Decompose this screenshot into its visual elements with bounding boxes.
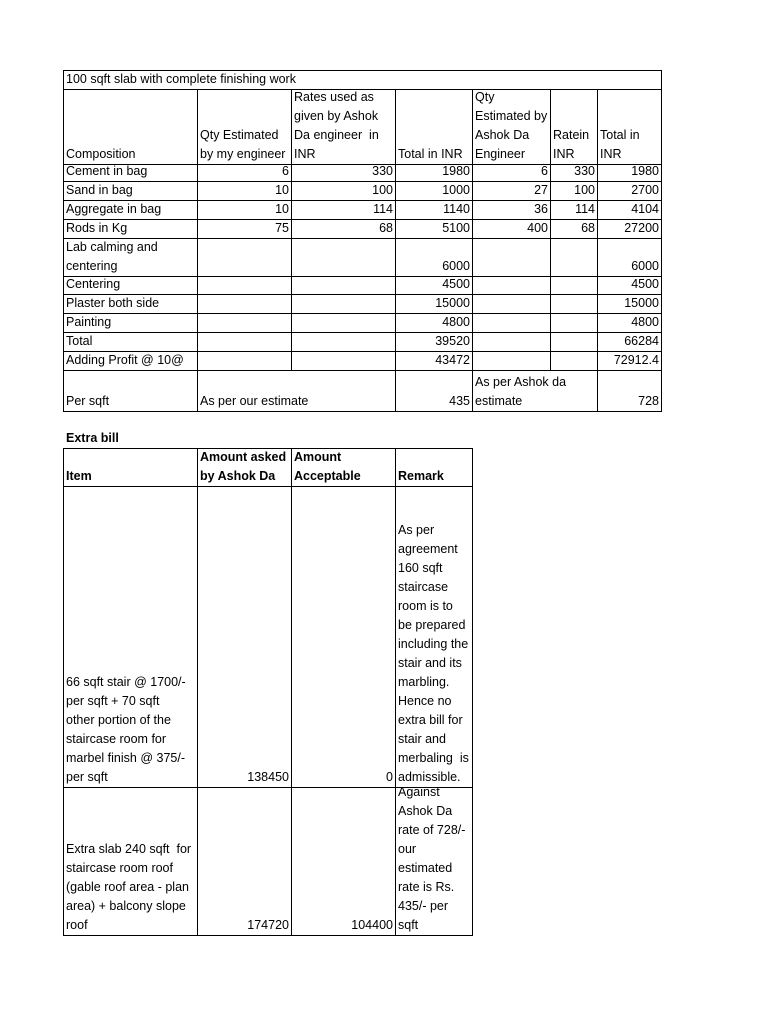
cell-text: Aggregate in bag [66, 202, 162, 216]
cell-text: Ashok Da [398, 804, 453, 818]
row-label [64, 201, 197, 219]
cell-text: As per Ashok da [475, 375, 567, 389]
cell-text: 66284 [624, 334, 659, 348]
cell-text: 10 [275, 202, 289, 216]
cell-text: 36 [534, 202, 548, 216]
grid-line [63, 411, 662, 412]
table-cell [292, 352, 395, 370]
cell-text: marbel finish @ 375/- [66, 751, 185, 765]
table-cell [598, 352, 661, 370]
column-header [396, 449, 472, 486]
cell-text: Lab calming and [66, 240, 158, 254]
cell-text: 15000 [624, 296, 659, 310]
cell-text: room is to [398, 599, 453, 613]
cell-text: per sqft [66, 770, 108, 784]
amount-asked [198, 487, 291, 787]
cell-text: 68 [581, 221, 595, 235]
cell-text: INR [294, 147, 316, 161]
column-header [551, 90, 597, 164]
table-cell [396, 352, 472, 370]
table-cell [396, 314, 472, 332]
cell-text: 1140 [443, 202, 470, 216]
cell-text: (gable roof area - plan [66, 880, 189, 894]
column-header [598, 90, 661, 164]
cell-text: extra bill for [398, 713, 463, 727]
column-header [198, 90, 291, 164]
cell-text: Per sqft [66, 394, 110, 408]
table-cell [198, 182, 291, 200]
table-cell [473, 239, 550, 276]
cell-text: Amount asked [200, 450, 287, 464]
table-cell [598, 201, 661, 219]
cell-text: stair and [398, 732, 446, 746]
table-cell [473, 201, 550, 219]
cell-text: Amount [294, 450, 342, 464]
table-cell [198, 314, 291, 332]
table-cell [598, 277, 661, 294]
row-label [64, 165, 197, 181]
cell-text: 68 [379, 221, 393, 235]
cell-text: As per [398, 523, 435, 537]
cell-text: Sand in bag [66, 183, 133, 197]
row-label [64, 295, 197, 313]
cell-text: including the [398, 637, 469, 651]
cell-text: Cement in bag [66, 165, 148, 178]
column-header [198, 449, 291, 486]
cell-text: 75 [275, 221, 289, 235]
cell-text: 27200 [624, 221, 659, 235]
cell-text: 39520 [435, 334, 470, 348]
table-cell [396, 295, 472, 313]
row-label [64, 277, 197, 294]
cell-text: 4104 [631, 202, 659, 216]
table-cell [598, 333, 661, 351]
table-cell [598, 314, 661, 332]
cell-text: admissible. [398, 770, 461, 784]
cell-text: 6000 [631, 259, 659, 273]
table-cell [292, 314, 395, 332]
cell-text: 435 [449, 394, 470, 408]
cell-text: 1000 [442, 183, 470, 197]
cell-text: 0 [386, 770, 393, 784]
cell-text: Engineer [475, 147, 526, 161]
table-cell [551, 165, 597, 181]
table-cell [598, 182, 661, 200]
cell-text: Centering [66, 277, 121, 291]
cell-text: 6000 [442, 259, 470, 273]
cell-text: 100 sqft slab with complete finishing work [66, 72, 296, 86]
table-cell [292, 220, 395, 238]
table-cell [551, 239, 597, 276]
table-cell [198, 352, 291, 370]
grid-line [63, 935, 473, 936]
cell-text: Qty Estimated [200, 128, 279, 142]
cell-text: Item [66, 469, 92, 483]
table-cell [473, 277, 550, 294]
cell-text: 138450 [247, 770, 289, 784]
cell-text: INR [600, 147, 622, 161]
table-cell [292, 201, 395, 219]
table-cell [198, 295, 291, 313]
table-cell [396, 371, 472, 411]
cell-text: Total in INR [398, 147, 463, 161]
column-header [292, 449, 395, 486]
cell-text: 15000 [435, 296, 470, 310]
table-cell [551, 352, 597, 370]
table-cell [551, 182, 597, 200]
cell-text: 72912.4 [613, 353, 659, 367]
cell-text: 174720 [247, 918, 289, 932]
table-cell [473, 165, 550, 181]
extra-bill-title: Extra bill [66, 431, 119, 445]
amount-acceptable [292, 487, 395, 787]
cell-text: 10 [275, 183, 289, 197]
table-cell [473, 182, 550, 200]
table-cell [396, 182, 472, 200]
cell-text: Ratein [553, 128, 590, 142]
row-label [64, 314, 197, 332]
table-cell [292, 182, 395, 200]
table-cell [473, 333, 550, 351]
table-cell [292, 333, 395, 351]
table-cell [198, 165, 291, 181]
grid-line [661, 70, 662, 90]
cell-text: 2700 [631, 183, 659, 197]
cell-text: centering [66, 259, 118, 273]
table-cell [198, 239, 291, 276]
cell-text: our [398, 842, 417, 856]
cell-text: per sqft + 70 sqft [66, 694, 160, 708]
grid-line [472, 448, 473, 936]
table-cell [551, 314, 597, 332]
table-cell [198, 220, 291, 238]
table-cell [598, 165, 661, 181]
row-label [64, 333, 197, 351]
cell-text: given by Ashok [294, 109, 379, 123]
grid-line [661, 370, 662, 412]
cell-text: 435/- per [398, 899, 449, 913]
cell-text: staircase [398, 580, 449, 594]
row-label [64, 220, 197, 238]
cell-text: estimate [475, 394, 523, 408]
cell-text: Painting [66, 315, 112, 329]
extra-bill-item [64, 788, 197, 935]
table-cell [396, 165, 472, 181]
table-cell [551, 201, 597, 219]
table-cell [473, 352, 550, 370]
cell-text: Ashok Da [475, 128, 530, 142]
cell-text: Rates used as [294, 90, 374, 104]
cell-text: by Ashok Da [200, 469, 276, 483]
column-header [292, 90, 395, 164]
cell-text: 5100 [442, 221, 470, 235]
cell-text: rate of 728/- [398, 823, 466, 837]
cell-text: 104400 [351, 918, 393, 932]
cell-text: 43472 [435, 353, 470, 367]
cell-text: Against [398, 788, 440, 799]
column-header [64, 90, 197, 164]
cell-text: 114 [575, 202, 595, 216]
cell-text: agreement [398, 542, 458, 556]
table-cell [292, 277, 395, 294]
table-cell [551, 277, 597, 294]
cell-text: merbaling is [398, 751, 469, 765]
table-cell [396, 333, 472, 351]
table-cell [473, 314, 550, 332]
cell-text: Acceptable [294, 469, 361, 483]
table-cell [473, 220, 550, 238]
cell-text: staircase room roof [66, 861, 173, 875]
table-cell [396, 239, 472, 276]
amount-acceptable [292, 788, 395, 935]
table-title [64, 71, 661, 89]
column-header [396, 90, 472, 164]
cell-text: Da engineer in [294, 128, 379, 142]
cell-text: 4500 [442, 277, 470, 291]
cell-text: Remark [398, 469, 444, 483]
cell-text: 4800 [631, 315, 659, 329]
cell-text: As per our estimate [200, 394, 309, 408]
cell-text: 6 [541, 165, 548, 178]
cell-text: Adding Profit @ 10@ [66, 353, 184, 367]
cell-text: 66 sqft stair @ 1700/- [66, 675, 186, 689]
table-cell [551, 333, 597, 351]
cell-text: 100 [574, 183, 595, 197]
table-cell [292, 239, 395, 276]
cell-text: INR [553, 147, 575, 161]
table-cell [598, 295, 661, 313]
grid-line [661, 89, 662, 371]
cell-text: 4800 [442, 315, 470, 329]
remark [396, 487, 472, 787]
cell-text: roof [66, 918, 88, 932]
table-cell [198, 333, 291, 351]
cell-text: 1980 [442, 165, 470, 178]
cell-text: Estimated by [475, 109, 548, 123]
cell-text: Rods in Kg [66, 221, 128, 235]
extra-bill-item [64, 487, 197, 787]
cell-text: other portion of the [66, 713, 171, 727]
cell-text: Composition [66, 147, 136, 161]
cell-text: 27 [534, 183, 548, 197]
cell-text: 400 [527, 221, 548, 235]
table-cell [396, 277, 472, 294]
cell-text: 100 [372, 183, 393, 197]
cell-text: sqft [398, 918, 419, 932]
cell-text: 160 sqft [398, 561, 443, 575]
row-label [64, 182, 197, 200]
cell-text: 114 [373, 202, 393, 216]
cell-text: Plaster both side [66, 296, 160, 310]
cell-text: Total in [600, 128, 640, 142]
cell-text: area) + balcony slope [66, 899, 186, 913]
table-cell [598, 220, 661, 238]
cell-text: 1980 [631, 165, 659, 178]
table-cell [198, 201, 291, 219]
table-cell [473, 295, 550, 313]
row-label [64, 371, 197, 411]
table-cell [198, 277, 291, 294]
cell-text: estimated [398, 861, 453, 875]
table-cell [292, 165, 395, 181]
cell-text: by my engineer [200, 147, 286, 161]
cell-text: 4500 [631, 277, 659, 291]
column-header [64, 449, 197, 486]
cell-text: marbling. [398, 675, 450, 689]
cell-text: 330 [574, 165, 595, 178]
cell-text: Total [66, 334, 93, 348]
cell-text: Hence no [398, 694, 452, 708]
remark [396, 788, 472, 935]
row-label [64, 352, 197, 370]
table-cell [598, 239, 661, 276]
cell-text: 728 [638, 394, 659, 408]
cell-text: stair and its [398, 656, 462, 670]
cell-text: 330 [372, 165, 393, 178]
column-header [473, 90, 550, 164]
row-label [64, 239, 197, 276]
cell-text: 6 [282, 165, 289, 178]
table-cell [598, 371, 661, 411]
cell-text: Qty [475, 90, 495, 104]
table-cell [473, 371, 597, 411]
table-cell [198, 371, 395, 411]
table-cell [396, 220, 472, 238]
cell-text: be prepared [398, 618, 466, 632]
table-cell [396, 201, 472, 219]
cell-text: rate is Rs. [398, 880, 455, 894]
table-cell [292, 295, 395, 313]
cell-text: staircase room for [66, 732, 167, 746]
table-cell [551, 220, 597, 238]
table-cell [551, 295, 597, 313]
amount-asked [198, 788, 291, 935]
cell-text: Extra slab 240 sqft for [66, 842, 192, 856]
